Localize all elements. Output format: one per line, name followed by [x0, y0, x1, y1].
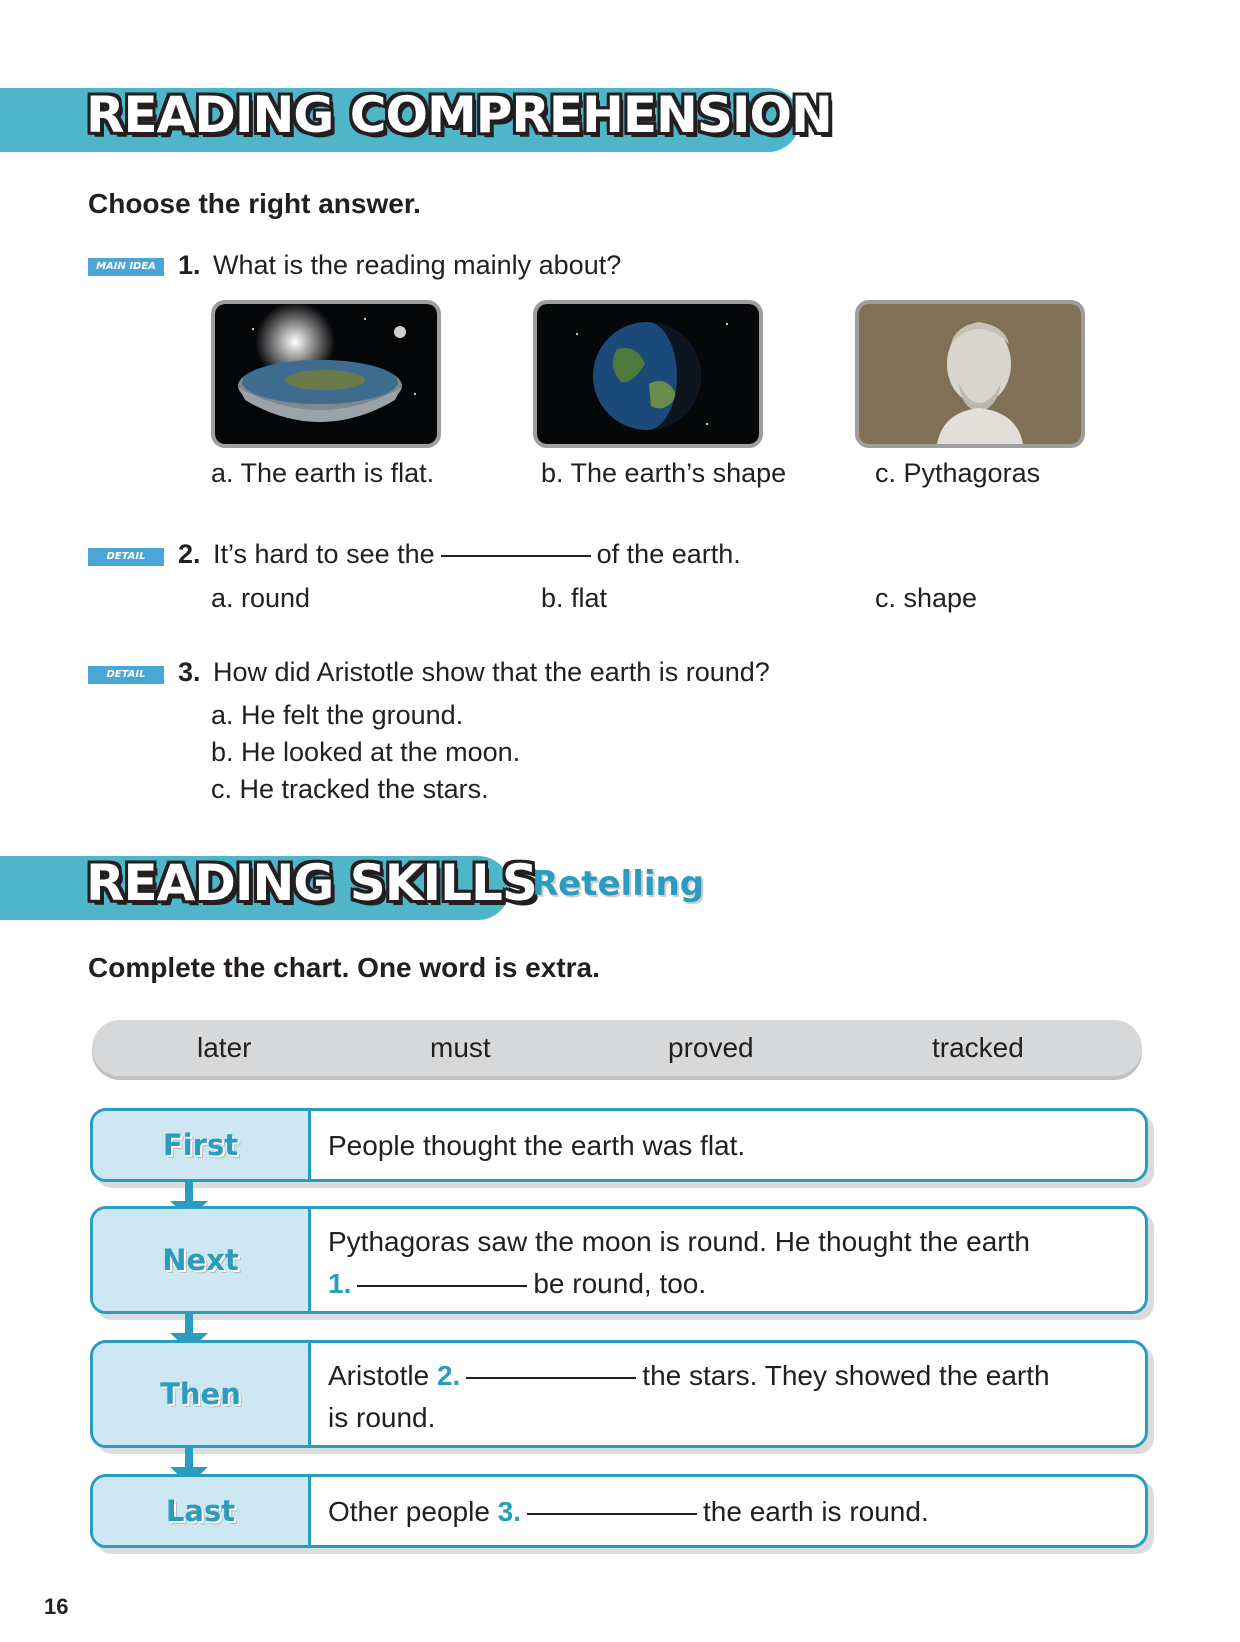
answer-blank[interactable]: [527, 1512, 697, 1515]
question-3-option-c[interactable]: c. He tracked the stars.: [211, 774, 489, 804]
blank-number: 3.: [497, 1496, 522, 1527]
question-1-option-c[interactable]: c. Pythagoras: [875, 458, 1041, 488]
chart-row-last: [90, 1474, 1148, 1548]
skills-subtitle: Retelling: [532, 864, 705, 904]
chart-row-first: [90, 1108, 1148, 1182]
chart-row-line: [328, 1263, 1115, 1305]
word-bank-item[interactable]: proved: [668, 1032, 754, 1063]
skills-instruction: Complete the chart. One word is extra.: [88, 952, 600, 983]
question-number: 1.: [178, 250, 201, 280]
question-number: 2.: [178, 539, 201, 569]
question-1-option-a[interactable]: a. The earth is flat.: [211, 458, 435, 488]
pythagoras-bust-image[interactable]: [855, 300, 1085, 448]
question-2-option-c[interactable]: c. shape: [875, 583, 978, 613]
chart-row-next: [90, 1206, 1148, 1314]
chart-row-then: [90, 1340, 1148, 1448]
flat-earth-illustration: [215, 304, 437, 444]
chart-row-label: First: [93, 1111, 311, 1179]
chart-row-after-blank: be round, too.: [533, 1268, 707, 1299]
chart-row-line: Pythagoras saw the moon is round. He thought the earth: [328, 1226, 1030, 1257]
question-1-option-b[interactable]: b. The earth’s shape: [541, 458, 787, 488]
chart-row-text: [328, 1355, 1115, 1439]
skills-title: READING SKILLS: [86, 854, 537, 912]
question-tag-detail: DETAIL: [88, 666, 164, 684]
question-3-option-a[interactable]: a. He felt the ground.: [211, 700, 464, 730]
earth-globe-image[interactable]: [533, 300, 763, 448]
question-text-before-blank: It’s hard to see the: [213, 539, 435, 569]
word-bank: [92, 1020, 1142, 1076]
question-tag-detail: DETAIL: [88, 548, 164, 566]
question-3-option-b[interactable]: b. He looked at the moon.: [211, 737, 521, 767]
question-2-option-a[interactable]: a. round: [211, 583, 311, 613]
earth-globe-illustration: [537, 304, 759, 444]
chart-row-label: Next: [93, 1209, 311, 1311]
question-2-option-b[interactable]: b. flat: [541, 583, 608, 613]
chart-row-after-blank: the earth is round.: [703, 1496, 929, 1527]
pythagoras-bust-illustration: [859, 304, 1081, 444]
word-bank-item[interactable]: later: [197, 1032, 252, 1063]
question-number: 3.: [178, 657, 201, 687]
chart-row-label: Then: [93, 1343, 311, 1445]
word-bank-item[interactable]: tracked: [932, 1032, 1024, 1063]
answer-blank[interactable]: [466, 1376, 636, 1379]
question-text-after-blank: of the earth.: [596, 539, 741, 569]
page-number: 16: [44, 1594, 69, 1619]
chart-row-before-blank: Other people: [328, 1496, 490, 1527]
question-text: What is the reading mainly about?: [213, 250, 622, 280]
question-text: [213, 539, 741, 570]
chart-row-line: [328, 1355, 1115, 1397]
chart-row-text: People thought the earth was flat.: [328, 1130, 746, 1161]
chart-row-text: [328, 1221, 1115, 1305]
chart-row-line: is round.: [328, 1402, 436, 1433]
answer-blank[interactable]: [357, 1284, 527, 1287]
question-tag-main-idea: MAIN IDEA: [88, 258, 164, 276]
comprehension-title: READING COMPREHENSION: [86, 86, 832, 144]
flat-earth-image[interactable]: [211, 300, 441, 448]
chart-row-before-blank: Aristotle: [328, 1360, 430, 1391]
blank-number: 1.: [328, 1268, 352, 1299]
word-bank-item[interactable]: must: [430, 1032, 491, 1063]
blank-number: 2.: [436, 1360, 461, 1391]
question-text: How did Aristotle show that the earth is round?: [213, 657, 770, 687]
answer-blank[interactable]: [441, 554, 591, 557]
chart-row-text: [328, 1491, 1115, 1533]
comprehension-instruction: Choose the right answer.: [88, 188, 421, 219]
chart-row-after-blank: the stars. They showed the earth: [642, 1360, 1050, 1391]
chart-row-label: Last: [93, 1477, 311, 1545]
